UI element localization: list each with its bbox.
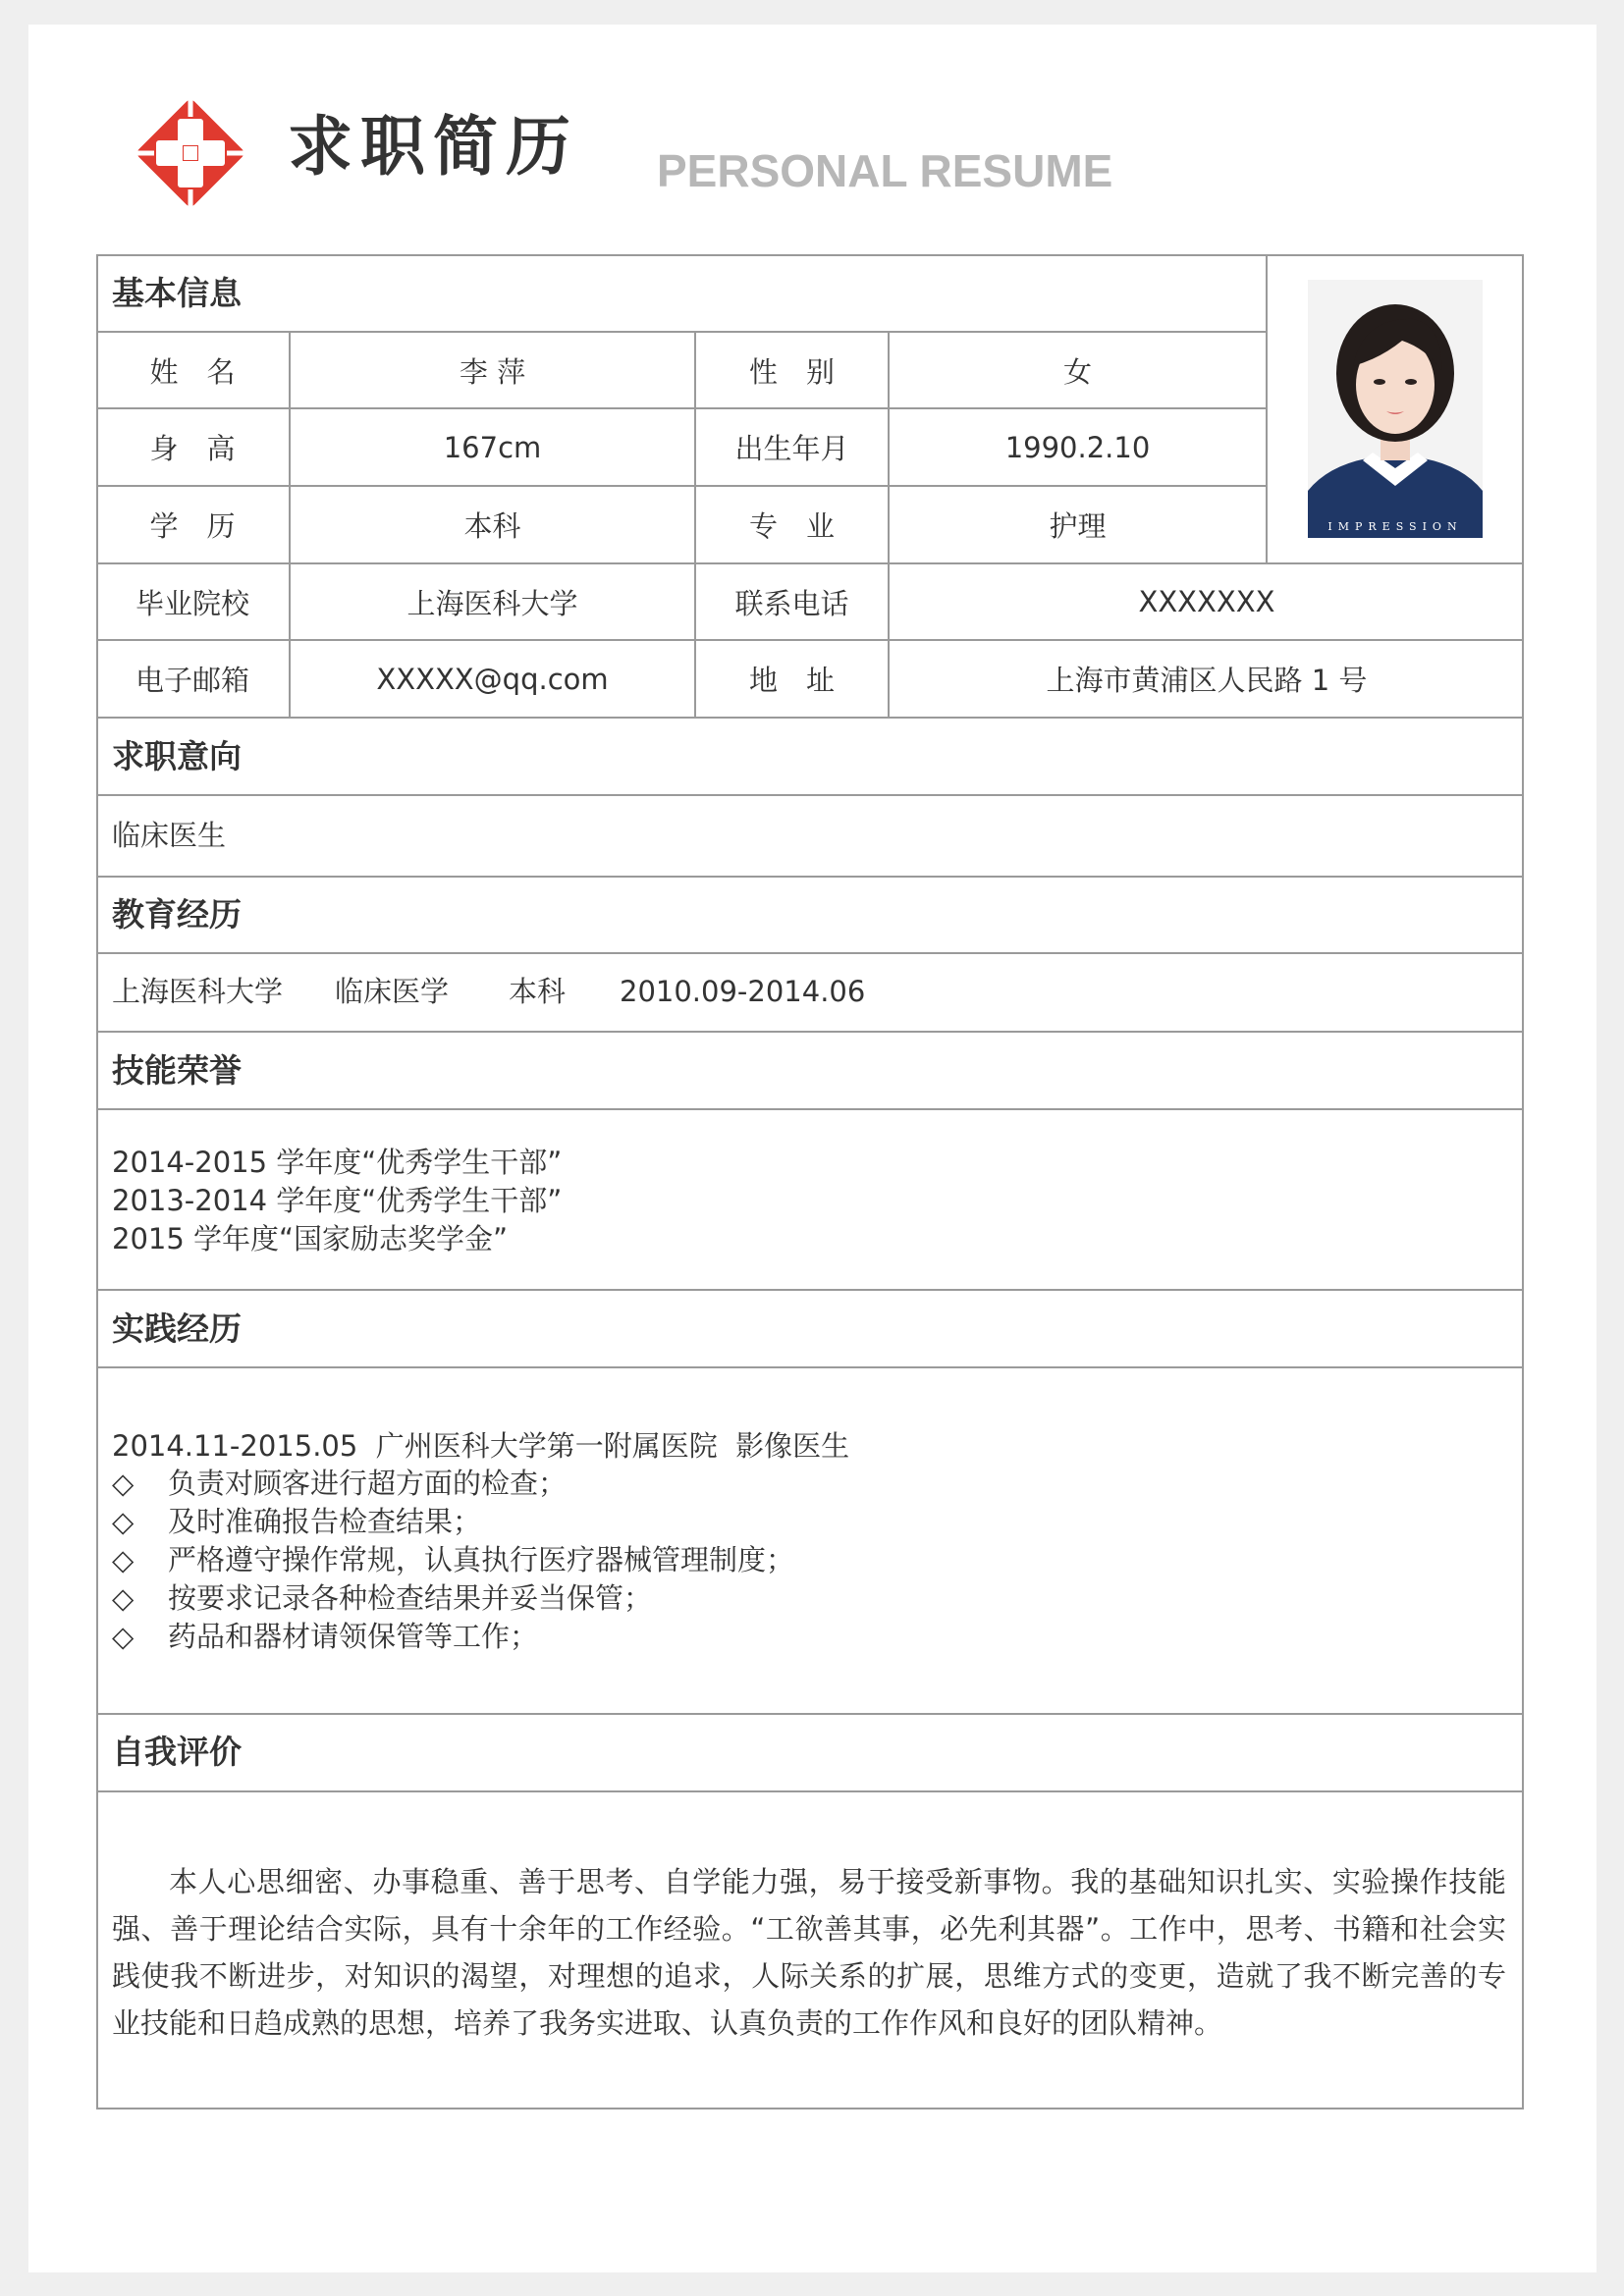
label-email: 电子邮箱 — [135, 664, 249, 697]
section-title-practice: 实践经历 — [112, 1309, 242, 1348]
education-major: 临床医学 — [335, 975, 450, 1008]
practice-item — [112, 1617, 538, 1656]
practice-heading: 2014.11-2015.05 广州医科大学第一附属医院 影像医生 — [112, 1429, 850, 1463]
intent-value: 临床医生 — [112, 819, 227, 852]
practice-item-text: 负责对顾客进行超方面的检查； — [168, 1467, 568, 1500]
value-height: 167cm — [443, 430, 542, 464]
diamond-bullet-icon: ◇ — [112, 1620, 135, 1653]
practice-item-text: 药品和器材请领保管等工作； — [168, 1620, 539, 1653]
value-email: XXXXX@qq.com — [376, 662, 609, 696]
practice-item — [112, 1464, 567, 1503]
honor-item: 2013-2014 学年度“优秀学生干部” — [112, 1184, 563, 1217]
value-birth: 1990.2.10 — [1004, 430, 1151, 464]
label-education: 学 历 — [149, 509, 236, 543]
label-address: 地 址 — [748, 664, 835, 697]
resume-title-cn: 求职简历 — [288, 109, 578, 185]
self-eval-text: 本人心思细密、办事稳重、善于思考、自学能力强，易于接受新事物。我的基础知识扎实、实验操作技能强、善于理论结合实际，具有十余年的工作经验。“工欲善其事，必先利其器”。工作中，思考、书籍和社会实践使我不断进步，对知识的渴望，对理想的追求，人际关系的扩展，思维方式的变更，造就了我不断完善的专业技能和日趋成熟的思想，培养了我务实进取、认真负责的工作作风和良好的团队精神。 — [112, 1865, 1506, 2040]
diamond-bullet-icon: ◇ — [112, 1543, 135, 1576]
profile-photo — [1308, 280, 1483, 538]
education-period: 2010.09-2014.06 — [620, 975, 866, 1008]
label-height: 身 高 — [149, 432, 236, 465]
label-school: 毕业院校 — [135, 586, 249, 620]
value-name: 李 萍 — [459, 354, 526, 389]
section-title-basic: 基本信息 — [112, 274, 242, 312]
diamond-bullet-icon: ◇ — [112, 1505, 135, 1538]
value-gender: 女 — [1062, 354, 1092, 389]
label-name: 姓 名 — [149, 354, 236, 389]
honor-item: 2015 学年度“国家励志奖学金” — [112, 1222, 509, 1255]
honor-item: 2014-2015 学年度“优秀学生干部” — [112, 1146, 563, 1179]
resume-title-en: PERSONAL RESUME — [657, 145, 1113, 196]
practice-item-text: 按要求记录各种检查结果并妥当保管； — [168, 1581, 653, 1615]
diamond-bullet-icon: ◇ — [112, 1467, 135, 1500]
value-phone: XXXXXXX — [1138, 585, 1275, 618]
education-degree: 本科 — [509, 975, 567, 1008]
practice-item-text: 及时准确报告检查结果； — [168, 1505, 482, 1538]
label-phone: 联系电话 — [734, 586, 849, 620]
label-gender: 性 别 — [748, 354, 835, 389]
label-major: 专 业 — [748, 509, 835, 543]
diamond-bullet-icon: ◇ — [112, 1581, 135, 1615]
practice-item — [112, 1502, 481, 1541]
section-title-honors: 技能荣誉 — [112, 1051, 242, 1090]
photo-caption: IMPRESSION — [1327, 520, 1463, 533]
value-school: 上海医科大学 — [406, 586, 578, 620]
section-title-intent: 求职意向 — [112, 737, 242, 775]
value-education: 本科 — [463, 509, 521, 543]
value-major: 护理 — [1049, 509, 1107, 543]
section-title-self-eval: 自我评价 — [112, 1733, 242, 1771]
label-birth: 出生年月 — [734, 432, 849, 465]
practice-item-text: 严格遵守操作常规，认真执行医疗器械管理制度； — [168, 1543, 795, 1576]
practice-item — [112, 1578, 652, 1618]
practice-item — [112, 1540, 794, 1579]
medical-cross-logo — [135, 97, 246, 209]
section-title-education: 教育经历 — [112, 895, 242, 934]
education-school: 上海医科大学 — [112, 975, 284, 1008]
value-address: 上海市黄浦区人民路 1 号 — [1046, 664, 1368, 697]
